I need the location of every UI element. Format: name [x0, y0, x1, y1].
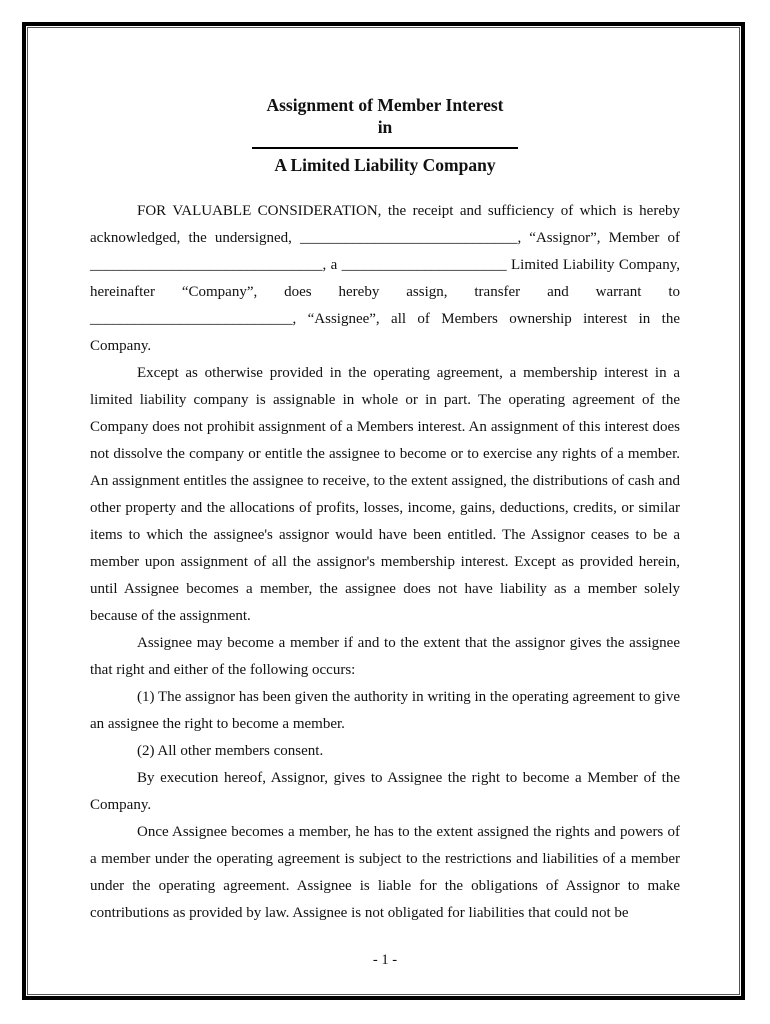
document-title	[90, 94, 680, 176]
page-number: - 1 -	[372, 952, 398, 968]
paragraph-clause-2: (2) All other members consent.	[137, 743, 324, 759]
title-line-3: A Limited Liability Company	[274, 155, 496, 175]
title-line-1: Assignment of Member Interest	[266, 95, 504, 115]
title-line-2: in	[377, 117, 393, 137]
paragraph-member-conditions: Assignee may become a member if and to the extent that the assignor gives the assignee that right and either of the following occurs:	[90, 635, 680, 678]
paragraph-valuable-consideration: FOR VALUABLE CONSIDERATION, the receipt and sufficiency of which is hereby acknowledged, the undersigned, _____________________________, “Assignor”, Member of _______________________________, a ______________________ Limited Liability Company, hereinafter “Company”, does hereby assign, transfer and warrant to ___________________________, “Assignee”, all of Members ownership interest in the Company.	[90, 203, 680, 354]
paragraph-member-rights: Once Assignee becomes a member, he has to the extent assigned the rights and powers of a member under the operating agreement is subject to the restrictions and liabilities of a member under the operating agreement. Assignee is liable for the obligations of Assignor to make contributions as provided by law. Assignee is not obligated for liabilities that could not be	[90, 824, 680, 921]
company-name-blank-line	[252, 138, 518, 149]
paragraph-clause-1: (1) The assignor has been given the authority in writing in the operating agreement to give an assignee the right to become a member.	[90, 689, 680, 732]
paragraph-assignability: Except as otherwise provided in the operating agreement, a membership interest in a limited liability company is assignable in whole or in part. The operating agreement of the Company does not prohibit assignment of a Members interest. An assignment of this interest does not dissolve the company or entitle the assignee to become or to exercise any rights of a member. An assignment entitles the assignee to receive, to the extent assigned, the distributions of cash and other property and the allocations of profits, losses, income, gains, deductions, credits, or similar items to which the assignee's assignor would have been entitled. The Assignor ceases to be a member upon assignment of all the assignor's membership interest. Except as provided herein, until Assignee becomes a member, the assignee does not have liability as a member solely because of the assignment.	[90, 365, 680, 624]
paragraph-execution: By execution hereof, Assignor, gives to Assignee the right to become a Member of the Company.	[90, 770, 680, 813]
document-content	[90, 0, 680, 927]
